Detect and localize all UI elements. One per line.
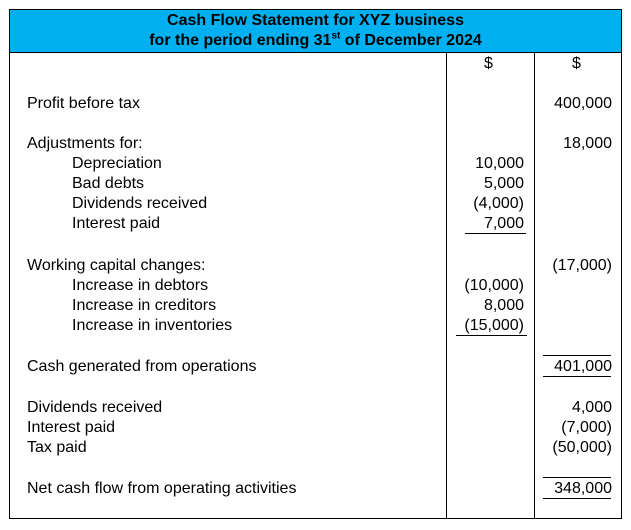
bad-debts-label: Bad debts (72, 175, 145, 192)
interest-paid-label: Interest paid (27, 419, 116, 436)
statement-title (10, 10, 621, 53)
cgo-underline (543, 376, 611, 377)
increase-inventories-label: Increase in inventories (72, 317, 233, 334)
profit-before-tax-label: Profit before tax (27, 95, 140, 112)
adjustments-total: 18,000 (563, 135, 612, 152)
net-cash-flow-label: Net cash flow from operating activities (27, 480, 297, 497)
dividends-received-adj-value: (4,000) (473, 195, 524, 212)
working-capital-label: Working capital changes: (27, 257, 206, 274)
increase-creditors-label: Increase in creditors (72, 297, 217, 314)
title-line-1: Cash Flow Statement for XYZ business (167, 12, 464, 29)
column-divider-1 (446, 53, 447, 518)
tax-paid-value: (50,000) (552, 439, 612, 456)
increase-inventories-value: (15,000) (464, 317, 524, 334)
depreciation-label: Depreciation (72, 155, 162, 172)
profit-before-tax-value: 400,000 (554, 95, 612, 112)
column-divider-2 (534, 53, 535, 518)
net-cash-overline (543, 477, 611, 478)
cash-generated-value: 401,000 (554, 358, 612, 375)
increase-debtors-value: (10,000) (464, 277, 524, 294)
dividends-received-adj-label: Dividends received (72, 195, 208, 212)
dividends-received-label: Dividends received (27, 399, 163, 416)
depreciation-value: 10,000 (475, 155, 524, 172)
increase-debtors-label: Increase in debtors (72, 277, 209, 294)
currency-header-col1: $ (484, 55, 493, 72)
net-cash-flow-value: 348,000 (554, 480, 612, 497)
bad-debts-value: 5,000 (483, 175, 524, 192)
net-cash-underline (543, 498, 611, 499)
working-capital-total: (17,000) (552, 257, 612, 274)
interest-paid-adj-value: 7,000 (483, 215, 524, 232)
adjustments-label: Adjustments for: (27, 135, 143, 152)
interest-paid-adj-label: Interest paid (72, 215, 161, 232)
increase-creditors-value: 8,000 (483, 297, 524, 314)
cash-generated-label: Cash generated from operations (27, 358, 257, 375)
cgo-overline (543, 355, 611, 356)
title-line-2: for the period ending 31st of December 2024 (149, 30, 482, 49)
tax-paid-label: Tax paid (27, 439, 87, 456)
currency-header-col2: $ (572, 55, 581, 72)
cash-flow-statement (9, 9, 622, 519)
interest-paid-value: (7,000) (561, 419, 612, 436)
dividends-received-value: 4,000 (571, 399, 612, 416)
